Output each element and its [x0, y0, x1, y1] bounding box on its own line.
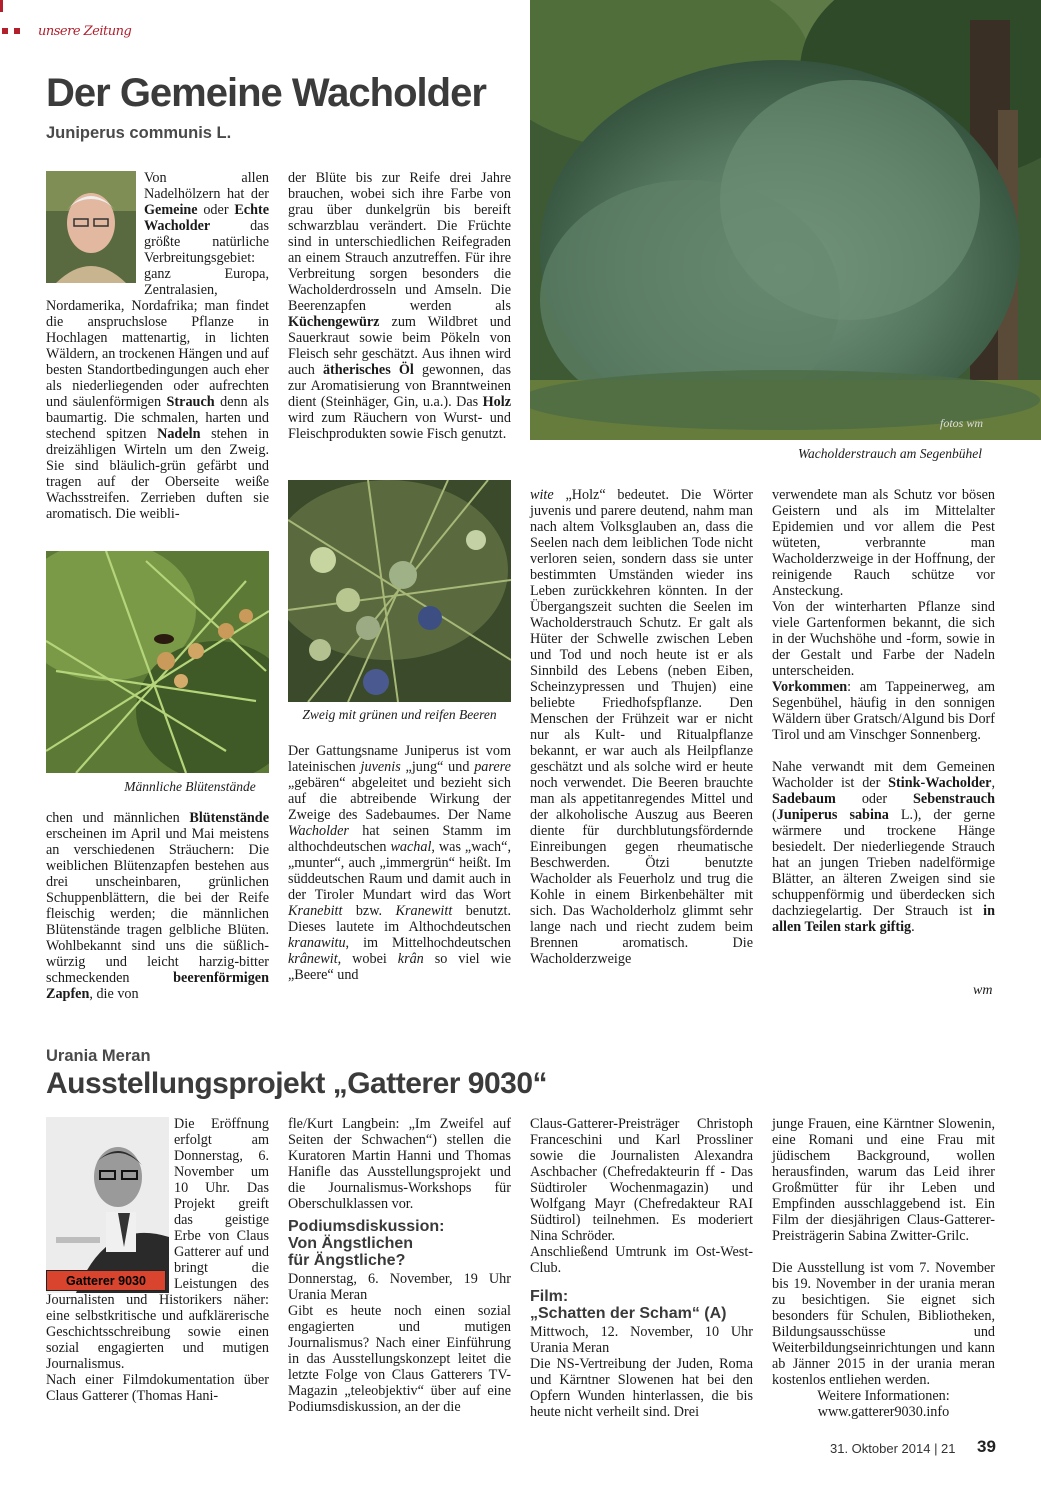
podium-subhead: Podiumsdiskussion: Von Ängstlichen für Ängstliche? [288, 1218, 445, 1269]
page-number: 39 [977, 1437, 996, 1456]
film-subhead: Film: „Schatten der Scham“ (A) [530, 1288, 727, 1322]
gatterer-badge: Gatterer 9030 [46, 1270, 166, 1291]
juniper-shrub-photo [530, 0, 1041, 440]
more-info-label: Weitere Informationen: [817, 1388, 950, 1404]
article2-title: Ausstellungsprojekt „Gatterer 9030“ [46, 1067, 548, 1100]
article2-col1: Die Eröffnung erfolgt am Donnerstag, 6. November um 10 Uhr. Das Projekt greift das geistige Erbe von Claus Gatterer auf und bringt die Leistungen des Journalisten und Historikers näher: eine selbstkritische und aufklärerische Geschichtsschreibung sowie einen sozial engagierten und mutigen Journalismus. Nach einer Filmdokumentation über Claus Gatterer (Thomas Hani- [46, 1116, 269, 1404]
berries-caption: Zweig mit grünen und reifen Beeren [302, 707, 497, 722]
project-url[interactable]: www.gatterer9030.info [817, 1404, 950, 1420]
article2-col2: fle/Kurt Langbein: „Im Zweifel auf Seiten der Schwachen“) stellen die Kuratoren Martin Hanni und Thomas Hanifle das Ausstellungsprojekt und die Journalismus-Workshops für Oberschulklassen vor. Podiumsdiskussion: Von Ängstlichen für Ängstliche? Donnerstag, 6. November, 19 Uhr Urania Meran Gibt es heute noch einen sozial engagierten und mutigen Journalismus? Nach einer Einführung in das Ausstellungskonzept leitet die letzte Folge von Claus Gatterers TV-Magazin „teleobjektiv“ über auf eine Podiumsdiskussion, an der die [288, 1116, 511, 1415]
article2-col3: Claus-Gatterer-Preisträger Christoph Franceschini und Karl Prossliner sowie die Journalisten Alexandra Aschbacher (Chefredakteurin ff - Das Südtiroler Wochenmagazin) und Wolfgang Mayr (Chefredakteur RAI Südtirol) teilnehmen. Es moderiert Nina Schröder. Anschließend Umtrunk im Ost-West-Club. Film: „Schatten der Scham“ (A) Mittwoch, 12. November, 10 Uhr Urania Meran Die NS-Vertreibung der Juden, Roma und Kärntner Slowenen hat bei den Opfern Wunden hinterlassen, die bis heute nicht verheilt sind. Drei [530, 1116, 753, 1420]
male-flowers-caption: Männliche Blütenstände [124, 779, 256, 794]
photo-credit: fotos wm [940, 416, 984, 430]
main-photo-caption: Wacholderstrauch am Segenbühel [798, 446, 982, 461]
article-title: Der Gemeine Wacholder [46, 71, 486, 115]
article1-col2-top: der Blüte bis zur Reife drei Jahre brauchen, wobei sich ihre Farbe von grau über dunkelgrün bis bereift schwarzblau verändert. Die Früchte sind in unterschiedlichen Reifegraden an einem Strauch anzutreffen. Für ihre Verbreitung sorgen besonders die Wacholderdrosseln und Amseln. Die Beerenzapfen werden als Küchengewürz zum Wildbret und Sauerkraut sowie beim Pökeln von Fleisch sehr geschätzt. Aus ihnen wird auch ätherisches Öl gewonnen, das zur Aromatisierung von Branntweinen dient (Steinhäger, Gin, u.a.). Das Holz wird zum Räuchern von Wurst- und Fleischprodukten sowie Fisch genutzt. [288, 170, 511, 442]
article1-col1-intro: Von allen Nadelhölzern hat der Gemeine oder Echte Wacholder das größte natürliche Verbreitungsgebiet: ganz Europa, Zentralasien, Nordamerika, Nordafrika; man findet die anspruchslose Pflanze in Hochlagen mattenartig, in lichten Wäldern, an trockenen Hängen und auf besten Standortbedingungen auch eher als niederliegenden oder aufrechten und säulenförmigen Strauch denn als baumartig. Die schmalen, harten und stechend spitzen Nadeln stehen in dreizähligen Wirteln um den Zweig. Sie sind bläulich-grün gefärbt und tragen auf der Oberseite weiße Wachsstreifen. Zerrieben duften sie aromatisch. Die weibli- [46, 170, 269, 522]
berries-photo [288, 480, 511, 702]
article1-col3: wite „Holz“ bedeutet. Die Wörter juvenis und parere deutend, nahm man nach altem Volksglauben an, dass die Seelen nach dem leiblichen Tode nicht verloren seien, sondern dass sie unter bestimmten Umständen wieder ins Leben zurückkehren könnten. In der Übergangszeit suchten die Seelen im Wacholderstrauch Schutz. Er galt als Hüter der Schwelle zwischen Leben und Tod und noch heute ist er als Sinnbild des Lebens (neben Eiben, Scheinzypressen und Thujen) eine beliebte Friedhofspflanze. Den Menschen der Frühzeit war er nicht nur als Kult- und Ritualpflanze bekannt, er war auch als Heilpflanze geschätzt und als solche wird er heute noch verwendet. Die Beeren brauchte man als appetitanregendes Mittel und der alkoholische Auszug aus Beeren diente für durchblutungsfördernde Einreibungen gegen rheumatische Beschwerden. Ötzi benutzte Wacholder als Feuerholz und trug die Kohle in einem Birkenbehälter mit sich. Das Wacholderholz glimmt sehr lange nach und riecht zudem beim Brennen aromatisch. Die Wacholderzweige [530, 487, 753, 967]
publication-logo: unsere Zeitung [38, 24, 132, 39]
footer-date-issue: 31. Oktober 2014 | 21 [830, 1441, 956, 1456]
article1-col1-rest: chen und männlichen Blütenstände erscheinen im April und Mai meistens an verschiedenen Sträuchern: Die weiblichen Blütenzapfen bestehen aus drei unscheinbaren, grünlichen Schuppenblättern, die bei der Reife fleischig werden; die männlichen Blütenstände tragen gelbliche Blüten. Wohlbekannt sind uns die süßlich-würzig und leicht harzig-bitter schmeckenden beerenförmigen Zapfen, die von [46, 810, 269, 1002]
article1-col2-bottom: Der Gattungsname Juniperus ist vom lateinischen juvenis „jung“ und parere „gebären“ abgeleitet und bezieht sich auf die abtreibende Wirkung der Zweige des Sadebaumes. Der Name Wacholder hat seinen Stamm im althochdeutschen wachal, was „wach“, „munter“, auch „immergrün“ heißt. Im süddeutschen Raum und damit auch in der Tiroler Mundart wird das Wort Kranebitt bzw. Kranewitt benutzt. Dieses lautete im Althochdeutschen kranawitu, im Mittelhochdeutschen krânewit, wobei krân so viel wie „Beere“ und [288, 743, 511, 983]
article1-col4: verwendete man als Schutz vor bösen Geistern und als im Mittelalter Epidemien und vor allem die Pest wüteten, verbrannte man Wacholderzweige in der Hoffnung, der reinigende Rauch schütze vor Ansteckung. Von der winterharten Pflanze sind viele Gartenformen bekannt, die sich in der Wuchshöhe und -form, sowie in der Gestalt und Farbe der Nadeln unterscheiden. Vorkommen: am Tappeinerweg, am Segenbühel, häufig in den sonnigen Wäldern über Gratsch/Algund bis Dorf Tirol und am Vinschger Sonnenberg. Nahe verwandt mit dem Gemeinen Wacholder ist der Stink-Wacholder, Sadebaum oder Sebenstrauch (Juniperus sabina L.), der gerne wärmere und trockene Hänge besiedelt. Der niederliegende Strauch hat an jungen Trieben nadelförmige Blätter, an älteren Zweigen sind sie schuppenförmig und überdecken sich dachziegelartig. Der Strauch ist in allen Teilen stark giftig. [772, 487, 995, 935]
article-subtitle: Juniperus communis L. [46, 124, 232, 142]
article2-kicker: Urania Meran [46, 1047, 151, 1065]
author-signature: wm [973, 983, 993, 998]
accent-marks [0, 0, 30, 40]
male-flowers-photo [46, 551, 269, 773]
article2-col4: junge Frauen, eine Kärntner Slowenin, eine Romani und eine Frau mit jüdischem Background, wollen herausfinden, warum das Leid ihrer Großmütter für ihr Leben und Empfinden ausschlaggebend ist. Ein Film der diesjährigen Claus-Gatterer-Preisträgerin Sabina Zwitter-Grilc. Die Ausstellung ist vom 7. November bis 19. November in der urania meran zu besichtigen. Sie eignet sich besonders für Schulen, Bibliotheken, Bildungsausschüsse und Weiterbildungseinrichtungen und kann ab Jänner 2015 in der urania meran kostenlos entliehen werden. Weitere Informationen: www.gatterer9030.info [772, 1116, 995, 1420]
